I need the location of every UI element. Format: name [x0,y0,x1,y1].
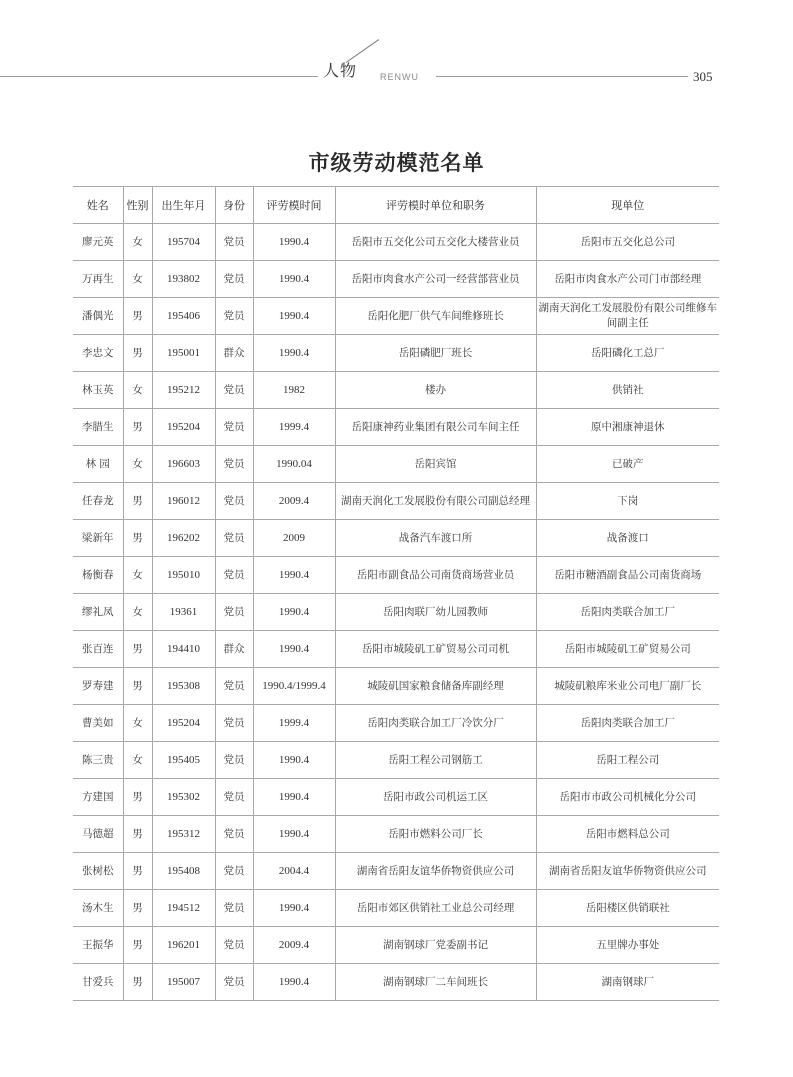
cell-status: 党员 [215,964,253,1001]
cell-birth: 195010 [152,557,215,594]
cell-gender: 女 [123,224,152,261]
cell-birth: 193802 [152,261,215,298]
cell-gender: 男 [123,964,152,1001]
cell-award-date: 1990.4 [253,742,335,779]
header-rule-right [436,76,688,77]
cell-birth: 195204 [152,409,215,446]
cell-award-date: 1999.4 [253,409,335,446]
cell-gender: 女 [123,557,152,594]
cell-current-unit: 湖南省岳阳友谊华侨物资供应公司 [536,853,719,890]
cell-status: 群众 [215,631,253,668]
cell-award-date: 1990.4 [253,816,335,853]
cell-name: 方建国 [73,779,123,816]
table-row [73,372,719,409]
cell-gender: 女 [123,742,152,779]
cell-name: 罗寿建 [73,668,123,705]
cell-status: 党员 [215,890,253,927]
cell-birth: 195308 [152,668,215,705]
cell-name: 甘爱兵 [73,964,123,1001]
cell-name: 李忠文 [73,335,123,372]
header-slash-divider [346,39,379,63]
cell-current-unit: 城陵矶粮库米业公司电厂副厂长 [536,668,719,705]
cell-current-unit: 湖南天润化工发展股份有限公司维修车间副主任 [536,298,719,335]
cell-award-date: 1990.4 [253,594,335,631]
table-header-row [73,187,719,224]
cell-gender: 男 [123,668,152,705]
cell-award-unit: 岳阳宾馆 [335,446,536,483]
cell-current-unit: 岳阳市糖酒副食品公司南货商场 [536,557,719,594]
cell-award-date: 1990.4 [253,298,335,335]
table-row [73,261,719,298]
page-header [0,0,793,100]
cell-award-unit: 战备汽车渡口所 [335,520,536,557]
column-header-name: 姓名 [73,187,123,224]
cell-status: 党员 [215,372,253,409]
cell-current-unit: 岳阳市城陵矶工矿贸易公司 [536,631,719,668]
cell-gender: 男 [123,816,152,853]
column-header-status: 身份 [215,187,253,224]
cell-birth: 196603 [152,446,215,483]
cell-current-unit: 岳阳市肉食水产公司门市部经理 [536,261,719,298]
cell-award-date: 1982 [253,372,335,409]
table-row [73,520,719,557]
cell-award-date: 1999.4 [253,705,335,742]
cell-name: 廖元英 [73,224,123,261]
table-row [73,224,719,261]
table-row [73,927,719,964]
cell-birth: 19361 [152,594,215,631]
column-header-birth: 出生年月 [152,187,215,224]
cell-award-unit: 湖南省岳阳友谊华侨物资供应公司 [335,853,536,890]
cell-birth: 195312 [152,816,215,853]
cell-award-unit: 岳阳市郊区供销社工业总公司经理 [335,890,536,927]
cell-name: 陈三贵 [73,742,123,779]
cell-name: 梁新年 [73,520,123,557]
cell-award-unit: 楼办 [335,372,536,409]
cell-award-date: 1990.4 [253,631,335,668]
table-row [73,890,719,927]
cell-birth: 196201 [152,927,215,964]
cell-current-unit: 原中湘康神退休 [536,409,719,446]
cell-gender: 男 [123,853,152,890]
table-body [73,224,719,1001]
cell-status: 党员 [215,298,253,335]
cell-birth: 196012 [152,483,215,520]
table-row [73,668,719,705]
cell-award-date: 1990.4 [253,557,335,594]
cell-birth: 195406 [152,298,215,335]
cell-name: 张百连 [73,631,123,668]
column-header-award-date: 评劳模时间 [253,187,335,224]
cell-award-unit: 岳阳工程公司钢筋工 [335,742,536,779]
cell-birth: 195007 [152,964,215,1001]
cell-current-unit: 岳阳磷化工总厂 [536,335,719,372]
cell-current-unit: 岳阳肉类联合加工厂 [536,594,719,631]
cell-status: 党员 [215,224,253,261]
table-row [73,298,719,335]
cell-award-date: 2004.4 [253,853,335,890]
cell-current-unit: 岳阳市市政公司机械化分公司 [536,779,719,816]
cell-current-unit: 湖南钢球厂 [536,964,719,1001]
cell-status: 党员 [215,261,253,298]
section-title-pinyin: RENWU [380,72,419,82]
cell-gender: 男 [123,631,152,668]
cell-current-unit: 岳阳楼区供销联社 [536,890,719,927]
table-row [73,705,719,742]
cell-birth: 195408 [152,853,215,890]
cell-name: 王振华 [73,927,123,964]
cell-gender: 男 [123,520,152,557]
table-row [73,742,719,779]
table-row [73,409,719,446]
cell-birth: 194410 [152,631,215,668]
cell-gender: 男 [123,335,152,372]
cell-status: 党员 [215,816,253,853]
cell-current-unit: 下岗 [536,483,719,520]
cell-status: 党员 [215,927,253,964]
cell-name: 曹美如 [73,705,123,742]
cell-gender: 男 [123,927,152,964]
table-row [73,335,719,372]
cell-award-date: 2009.4 [253,483,335,520]
cell-status: 群众 [215,335,253,372]
cell-award-unit: 岳阳市燃料公司厂长 [335,816,536,853]
cell-award-date: 1990.4 [253,224,335,261]
cell-award-unit: 岳阳肉联厂幼儿园教师 [335,594,536,631]
cell-award-unit: 岳阳市副食品公司南货商场营业员 [335,557,536,594]
cell-status: 党员 [215,594,253,631]
cell-award-date: 1990.4 [253,779,335,816]
cell-award-unit: 城陵矶国家粮食储备库副经理 [335,668,536,705]
cell-name: 汤木生 [73,890,123,927]
header-rule-left [0,76,318,77]
page-number: 305 [693,69,713,84]
cell-status: 党员 [215,520,253,557]
cell-status: 党员 [215,483,253,520]
cell-birth: 195001 [152,335,215,372]
cell-birth: 195212 [152,372,215,409]
cell-name: 缪礼凤 [73,594,123,631]
table-row [73,446,719,483]
cell-status: 党员 [215,409,253,446]
cell-gender: 男 [123,779,152,816]
table-row [73,853,719,890]
cell-award-unit: 岳阳市城陵矶工矿贸易公司司机 [335,631,536,668]
cell-award-unit: 岳阳市政公司机运工区 [335,779,536,816]
cell-award-date: 1990.4/1999.4 [253,668,335,705]
cell-name: 林 园 [73,446,123,483]
cell-award-unit: 岳阳化肥厂供气车间维修班长 [335,298,536,335]
cell-name: 潘偶光 [73,298,123,335]
cell-award-date: 1990.4 [253,335,335,372]
cell-award-unit: 湖南天润化工发展股份有限公司副总经理 [335,483,536,520]
cell-gender: 男 [123,483,152,520]
table-row [73,594,719,631]
cell-award-date: 2009 [253,520,335,557]
cell-status: 党员 [215,446,253,483]
cell-gender: 男 [123,890,152,927]
table-row [73,631,719,668]
cell-current-unit: 岳阳肉类联合加工厂 [536,705,719,742]
cell-status: 党员 [215,742,253,779]
cell-birth: 196202 [152,520,215,557]
cell-award-unit: 湖南钢球厂党委副书记 [335,927,536,964]
column-header-gender: 性别 [123,187,152,224]
table-row [73,557,719,594]
cell-birth: 194512 [152,890,215,927]
cell-name: 林玉英 [73,372,123,409]
cell-gender: 女 [123,705,152,742]
section-title: 人物 [323,61,358,80]
cell-name: 李腊生 [73,409,123,446]
cell-current-unit: 五里牌办事处 [536,927,719,964]
cell-gender: 女 [123,594,152,631]
cell-name: 杨衡春 [73,557,123,594]
cell-current-unit: 已破产 [536,446,719,483]
cell-gender: 男 [123,298,152,335]
cell-award-date: 1990.04 [253,446,335,483]
cell-award-date: 2009.4 [253,927,335,964]
cell-status: 党员 [215,557,253,594]
cell-name: 张树松 [73,853,123,890]
document-title: 市级劳动模范名单 [308,151,485,175]
cell-name: 马德超 [73,816,123,853]
table-row [73,779,719,816]
cell-current-unit: 岳阳市五交化总公司 [536,224,719,261]
cell-status: 党员 [215,779,253,816]
cell-birth: 195704 [152,224,215,261]
cell-current-unit: 岳阳市燃料总公司 [536,816,719,853]
cell-award-unit: 岳阳市肉食水产公司一经营部营业员 [335,261,536,298]
cell-birth: 195405 [152,742,215,779]
column-header-award-unit: 评劳模时单位和职务 [335,187,536,224]
cell-birth: 195204 [152,705,215,742]
cell-gender: 女 [123,372,152,409]
cell-award-date: 1990.4 [253,890,335,927]
cell-gender: 男 [123,409,152,446]
cell-current-unit: 供销社 [536,372,719,409]
cell-award-unit: 湖南钢球厂二车间班长 [335,964,536,1001]
table-row [73,964,719,1001]
cell-birth: 195302 [152,779,215,816]
cell-award-unit: 岳阳康神药业集团有限公司车间主任 [335,409,536,446]
labor-model-table [73,186,719,1001]
cell-award-date: 1990.4 [253,261,335,298]
cell-status: 党员 [215,853,253,890]
cell-award-unit: 岳阳肉类联合加工厂冷饮分厂 [335,705,536,742]
cell-current-unit: 岳阳工程公司 [536,742,719,779]
cell-name: 任春龙 [73,483,123,520]
cell-award-unit: 岳阳市五交化公司五交化大楼营业员 [335,224,536,261]
cell-award-unit: 岳阳磷肥厂班长 [335,335,536,372]
table-row [73,816,719,853]
cell-gender: 女 [123,261,152,298]
cell-current-unit: 战备渡口 [536,520,719,557]
column-header-current-unit: 现单位 [536,187,719,224]
cell-status: 党员 [215,668,253,705]
table-row [73,483,719,520]
cell-name: 万再生 [73,261,123,298]
cell-status: 党员 [215,705,253,742]
cell-gender: 女 [123,446,152,483]
cell-award-date: 1990.4 [253,964,335,1001]
